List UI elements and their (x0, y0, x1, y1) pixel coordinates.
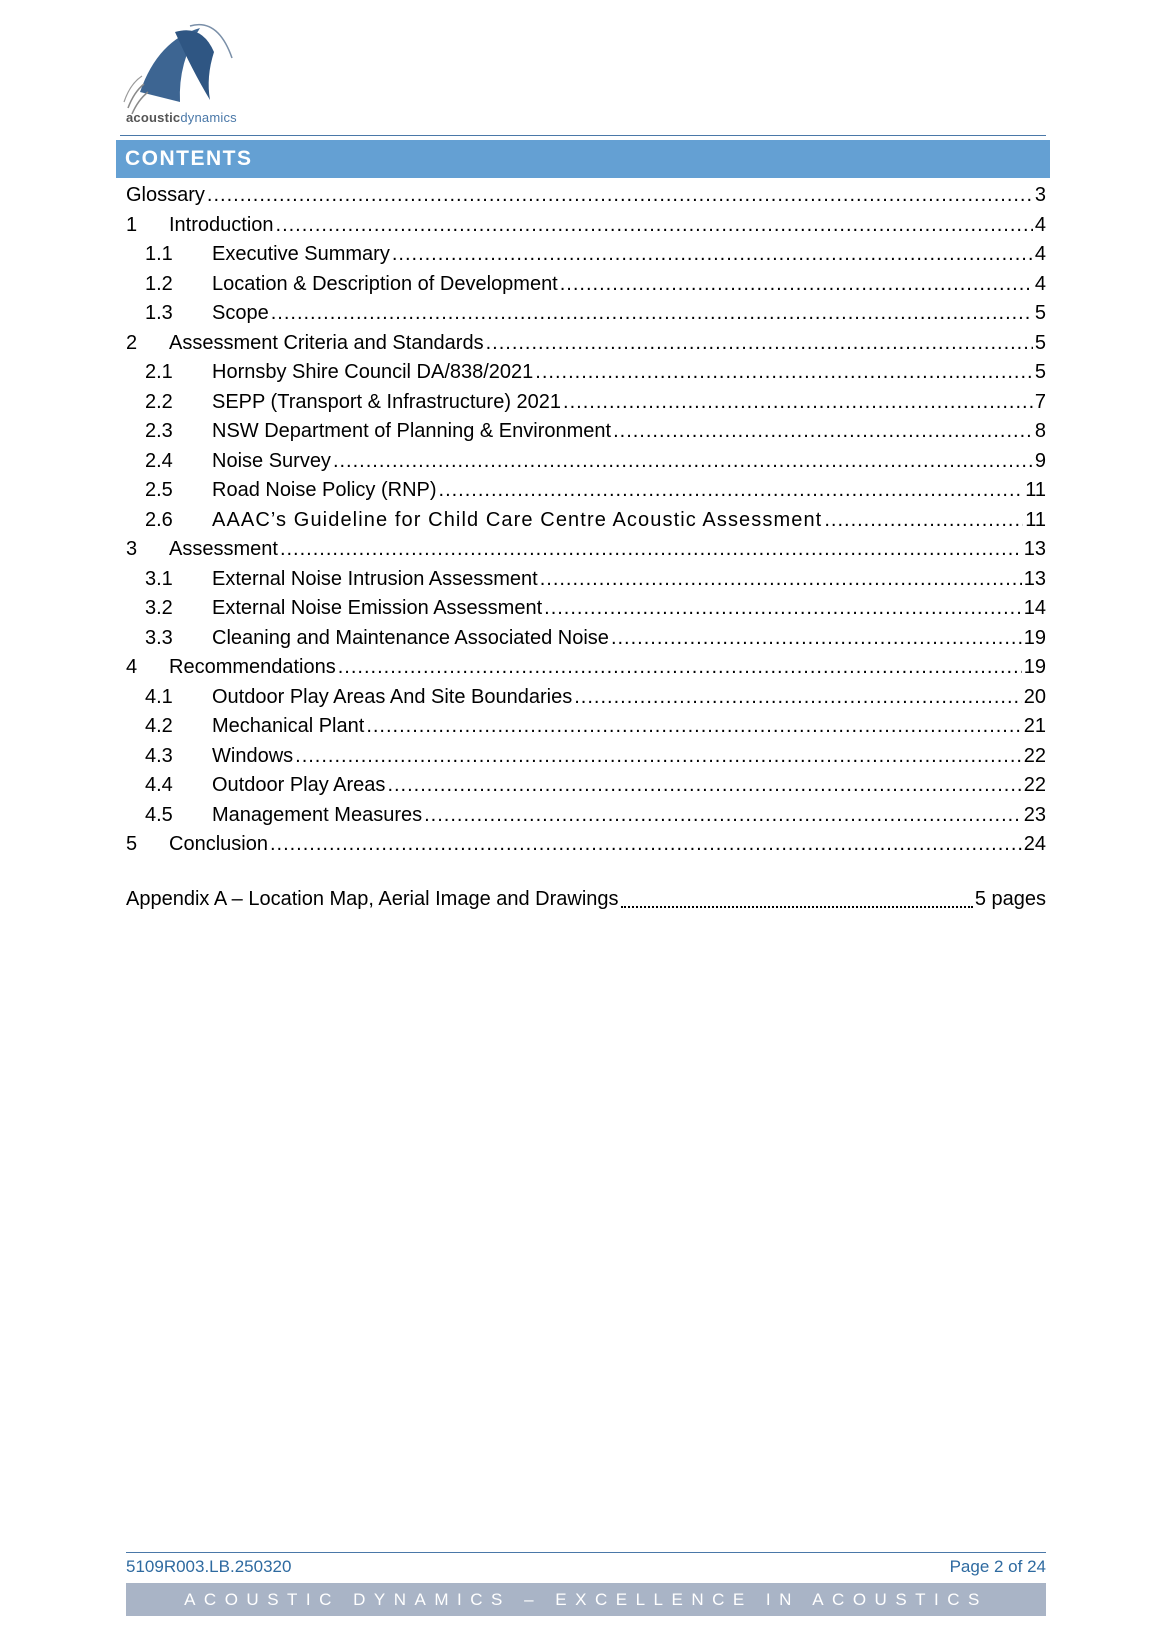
toc-entry[interactable] (126, 801, 1046, 831)
dot-leader (540, 565, 1022, 595)
dot-leader (611, 624, 1022, 654)
dot-leader (560, 270, 1033, 300)
toc-title: Road Noise Policy (RNP) (212, 479, 437, 501)
toc-title: Noise Survey (212, 449, 331, 472)
dot-leader (366, 712, 1021, 742)
dot-leader (535, 358, 1033, 388)
footer-rule (126, 1552, 1046, 1553)
company-logo (120, 22, 245, 132)
document-reference: 5109R003.LB.250320 (126, 1557, 292, 1576)
toc-page-number: 13 (1023, 538, 1046, 560)
toc-number: 2.4 (145, 449, 173, 472)
toc-entry[interactable] (126, 417, 1046, 447)
toc-entry[interactable] (126, 506, 1046, 536)
toc-page-number: 4 (1034, 243, 1046, 265)
toc-page-number: 21 (1023, 715, 1046, 737)
toc-title: Executive Summary (212, 243, 390, 265)
toc-page-number: 3 (1034, 184, 1046, 206)
dot-leader (439, 476, 1024, 506)
toc-title: NSW Department of Planning & Environment (212, 420, 612, 442)
toc-page-number: 23 (1023, 803, 1046, 826)
toc-number: 2.6 (145, 508, 173, 531)
toc-number: 2.5 (145, 479, 173, 501)
toc-page-number: 9 (1034, 449, 1046, 472)
toc-title: Conclusion (169, 833, 268, 855)
toc-page-number: 22 (1023, 774, 1046, 796)
page-number: Page 2 of 24 (949, 1557, 1046, 1576)
dot-leader (333, 447, 1033, 477)
toc-page-number: 14 (1023, 597, 1046, 619)
toc-page-number: 20 (1023, 685, 1046, 708)
toc-page-number: 7 (1034, 390, 1046, 413)
dot-leader (824, 506, 1023, 536)
toc-title: Location & Description of Development (212, 272, 558, 295)
toc-number: 3.2 (145, 597, 173, 619)
toc-entry[interactable] (126, 329, 1046, 359)
toc-entry[interactable] (126, 476, 1046, 506)
toc-number: 2.2 (145, 390, 173, 413)
dot-leader (544, 594, 1022, 624)
logo-wordmark: acousticdynamics (126, 110, 237, 125)
toc-title: Hornsby Shire Council DA/838/2021 (212, 361, 534, 383)
dot-leader (276, 211, 1033, 241)
toc-page-number: 19 (1023, 626, 1046, 649)
toc-number: 3.3 (145, 626, 173, 649)
appendix-pages: 5 pages (974, 888, 1046, 910)
toc-number: 2.1 (145, 361, 173, 383)
toc-title: SEPP (Transport & Infrastructure) 2021 (212, 390, 562, 413)
toc-entry[interactable] (126, 565, 1046, 595)
toc-title: Glossary (126, 184, 205, 206)
toc-number: 1.1 (145, 243, 173, 265)
toc-page-number: 4 (1034, 213, 1046, 236)
dot-leader (621, 905, 973, 908)
dot-leader (574, 683, 1022, 713)
toc-entry[interactable] (126, 358, 1046, 388)
toc-page-number: 13 (1023, 567, 1046, 590)
toc-number: 1.3 (145, 302, 173, 324)
toc-title: Cleaning and Maintenance Associated Noise (212, 626, 609, 649)
toc-entry[interactable] (126, 771, 1046, 801)
toc-entry[interactable] (126, 240, 1046, 270)
toc-entry[interactable] (126, 388, 1046, 418)
toc-entry[interactable] (126, 535, 1046, 565)
footer-tagline: ACOUSTIC DYNAMICS – EXCELLENCE IN ACOUSTICS (126, 1583, 1046, 1616)
dot-leader (207, 181, 1033, 211)
toc-number: 3 (126, 538, 138, 560)
section-title-bar: CONTENTS (116, 140, 1050, 178)
toc-number: 4.5 (145, 803, 173, 826)
toc-number: 3.1 (145, 567, 173, 590)
toc-entry[interactable] (126, 712, 1046, 742)
dot-leader (270, 830, 1022, 860)
toc-title: External Noise Intrusion Assessment (212, 567, 538, 590)
toc-page-number: 11 (1025, 508, 1046, 531)
toc-entry[interactable] (126, 181, 1046, 211)
toc-title: Recommendations (169, 656, 336, 678)
dot-leader (280, 535, 1022, 565)
toc-entry[interactable] (126, 683, 1046, 713)
toc-entry[interactable] (126, 270, 1046, 300)
toc-entry[interactable] (126, 594, 1046, 624)
toc-entry[interactable] (126, 299, 1046, 329)
dot-leader (271, 299, 1033, 329)
dot-leader (295, 742, 1022, 772)
toc-page-number: 5 (1034, 331, 1046, 354)
toc-entry[interactable] (126, 742, 1046, 772)
toc-number: 1 (126, 213, 138, 236)
toc-title: Scope (212, 302, 269, 324)
toc-title: Outdoor Play Areas And Site Boundaries (212, 685, 573, 708)
toc-page-number: 22 (1023, 744, 1046, 767)
toc-number: 4.1 (145, 685, 173, 708)
toc-page-number: 8 (1034, 420, 1046, 442)
table-of-contents (126, 181, 1046, 860)
dot-leader (392, 240, 1033, 270)
dot-leader (387, 771, 1021, 801)
toc-entry[interactable] (126, 653, 1046, 683)
toc-number: 2.3 (145, 420, 173, 442)
dot-leader (424, 801, 1022, 831)
toc-title: External Noise Emission Assessment (212, 597, 543, 619)
toc-title: Assessment Criteria and Standards (169, 331, 484, 354)
appendix-entry[interactable] (126, 888, 1046, 911)
header-rule (120, 135, 1046, 136)
toc-entry[interactable] (126, 211, 1046, 241)
toc-entry[interactable] (126, 624, 1046, 654)
toc-title: Windows (212, 744, 294, 767)
toc-title: Assessment (169, 538, 278, 560)
toc-title: Management Measures (212, 803, 423, 826)
toc-title: Outdoor Play Areas (212, 774, 386, 796)
toc-entry[interactable] (126, 830, 1046, 860)
dot-leader (613, 417, 1033, 447)
toc-number: 5 (126, 833, 138, 855)
toc-title: Mechanical Plant (212, 715, 365, 737)
toc-number: 2 (126, 331, 138, 354)
toc-title: AAAC’s Guideline for Child Care Centre Acoustic Assessment (212, 508, 823, 531)
toc-title: Introduction (169, 213, 274, 236)
toc-page-number: 5 (1034, 361, 1046, 383)
dot-leader (338, 653, 1022, 683)
sail-waves-icon (120, 22, 245, 117)
toc-page-number: 11 (1025, 479, 1046, 501)
toc-number: 1.2 (145, 272, 173, 295)
toc-page-number: 19 (1023, 656, 1046, 678)
toc-number: 4.3 (145, 744, 173, 767)
toc-entry[interactable] (126, 447, 1046, 477)
appendix-title: Appendix A – Location Map, Aerial Image and Drawings (126, 888, 619, 910)
toc-number: 4.4 (145, 774, 173, 796)
toc-number: 4.2 (145, 715, 173, 737)
dot-leader (486, 329, 1033, 359)
toc-page-number: 4 (1034, 272, 1046, 295)
toc-number: 4 (126, 656, 138, 678)
toc-page-number: 24 (1023, 833, 1046, 855)
dot-leader (563, 388, 1033, 418)
toc-page-number: 5 (1034, 302, 1046, 324)
